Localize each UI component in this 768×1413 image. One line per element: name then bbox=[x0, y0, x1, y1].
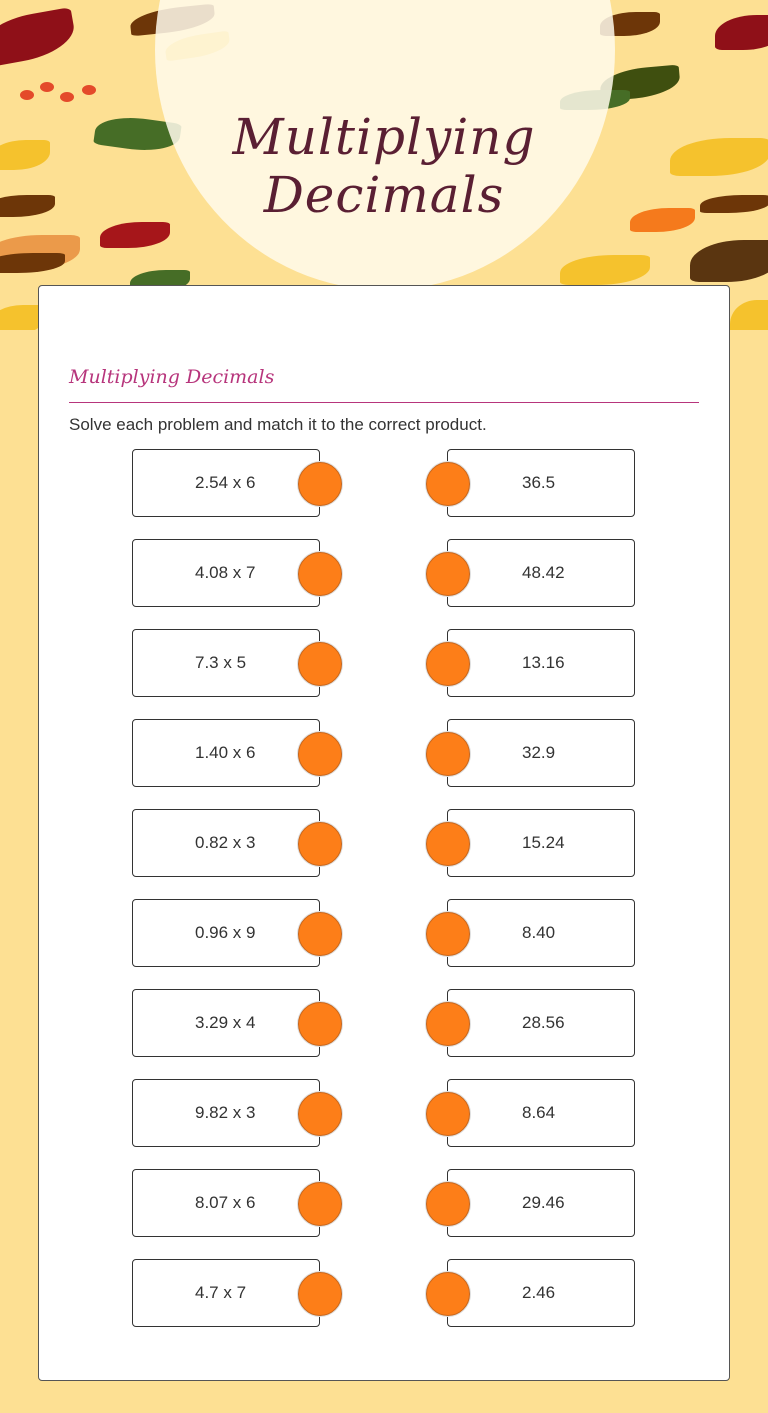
berry-decoration bbox=[60, 92, 74, 102]
match-dot-right[interactable] bbox=[426, 1092, 470, 1136]
match-dot-left[interactable] bbox=[298, 1182, 342, 1226]
match-dot-right[interactable] bbox=[426, 912, 470, 956]
leaf-decoration bbox=[0, 7, 78, 68]
match-dot-right[interactable] bbox=[426, 552, 470, 596]
problem-box bbox=[132, 629, 320, 697]
problem-text: 7.3 x 5 bbox=[195, 653, 247, 672]
section-title: Multiplying Decimals bbox=[69, 366, 275, 388]
match-dot-right[interactable] bbox=[426, 642, 470, 686]
problem-text: 1.40 x 6 bbox=[195, 743, 256, 762]
problem-text: 4.7 x 7 bbox=[195, 1283, 247, 1302]
problem-box bbox=[132, 809, 320, 877]
header-banner bbox=[0, 0, 768, 330]
product-box bbox=[447, 1169, 635, 1237]
title-line-1: Multiplying bbox=[232, 108, 536, 166]
worksheet-card bbox=[38, 285, 730, 1381]
product-box bbox=[447, 719, 635, 787]
match-dot-left[interactable] bbox=[298, 732, 342, 776]
product-text: 13.16 bbox=[522, 653, 565, 672]
section-divider bbox=[69, 402, 699, 403]
match-dot-left[interactable] bbox=[298, 552, 342, 596]
product-box bbox=[447, 989, 635, 1057]
problem-box bbox=[132, 449, 320, 517]
match-dot-left[interactable] bbox=[298, 1002, 342, 1046]
problem-box bbox=[132, 539, 320, 607]
problem-text: 0.82 x 3 bbox=[195, 833, 256, 852]
match-dot-left[interactable] bbox=[298, 912, 342, 956]
problem-text: 4.08 x 7 bbox=[195, 563, 256, 582]
match-dot-right[interactable] bbox=[426, 732, 470, 776]
problem-text: 9.82 x 3 bbox=[195, 1103, 256, 1122]
match-dot-right[interactable] bbox=[426, 1182, 470, 1226]
match-dot-right[interactable] bbox=[426, 462, 470, 506]
product-box bbox=[447, 539, 635, 607]
product-text: 48.42 bbox=[522, 563, 565, 582]
leaf-decoration bbox=[690, 240, 768, 282]
match-dot-left[interactable] bbox=[298, 642, 342, 686]
problem-box bbox=[132, 899, 320, 967]
berry-decoration bbox=[82, 85, 96, 95]
product-box bbox=[447, 809, 635, 877]
product-text: 28.56 bbox=[522, 1013, 565, 1032]
product-text: 8.64 bbox=[522, 1103, 556, 1122]
match-dot-right[interactable] bbox=[426, 822, 470, 866]
problem-box bbox=[132, 1079, 320, 1147]
product-text: 29.46 bbox=[522, 1193, 565, 1212]
match-dot-left[interactable] bbox=[298, 822, 342, 866]
product-box bbox=[447, 1079, 635, 1147]
product-text: 36.5 bbox=[522, 473, 556, 492]
problem-text: 2.54 x 6 bbox=[195, 473, 256, 492]
problem-box bbox=[132, 1169, 320, 1237]
problem-box bbox=[132, 719, 320, 787]
title-line-2: Decimals bbox=[263, 166, 505, 224]
leaf-decoration bbox=[730, 300, 768, 330]
product-box bbox=[447, 1259, 635, 1327]
leaf-decoration bbox=[0, 253, 65, 273]
match-dot-right[interactable] bbox=[426, 1272, 470, 1316]
match-dot-left[interactable] bbox=[298, 1272, 342, 1316]
problem-text: 3.29 x 4 bbox=[195, 1013, 256, 1032]
leaf-decoration bbox=[715, 15, 768, 50]
problem-box bbox=[132, 989, 320, 1057]
problem-text: 0.96 x 9 bbox=[195, 923, 256, 942]
berry-decoration bbox=[40, 82, 54, 92]
berry-decoration bbox=[20, 90, 34, 100]
product-text: 8.40 bbox=[522, 923, 556, 942]
leaf-decoration bbox=[100, 222, 170, 248]
instructions: Solve each problem and match it to the correct product. bbox=[69, 415, 487, 434]
match-dot-left[interactable] bbox=[298, 462, 342, 506]
match-dot-right[interactable] bbox=[426, 1002, 470, 1046]
product-box bbox=[447, 899, 635, 967]
product-text: 2.46 bbox=[522, 1283, 556, 1302]
problem-text: 8.07 x 6 bbox=[195, 1193, 256, 1212]
product-box bbox=[447, 449, 635, 517]
product-text: 32.9 bbox=[522, 743, 556, 762]
product-text: 15.24 bbox=[522, 833, 565, 852]
product-box bbox=[447, 629, 635, 697]
match-dot-left[interactable] bbox=[298, 1092, 342, 1136]
leaf-decoration bbox=[560, 255, 650, 285]
page-title bbox=[0, 108, 768, 224]
problem-box bbox=[132, 1259, 320, 1327]
